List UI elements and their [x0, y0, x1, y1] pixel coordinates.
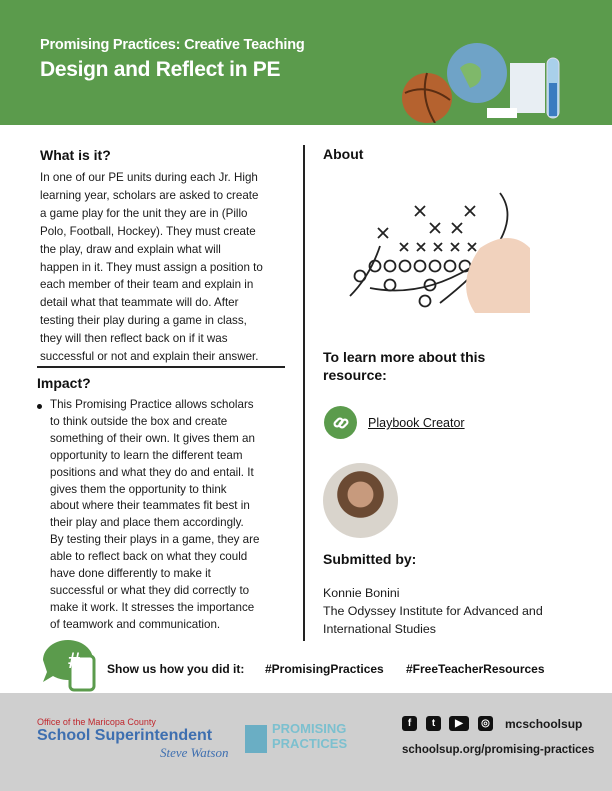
body-line: each member of their team and explain in — [40, 278, 254, 292]
body-line: the play, draw and explain what will — [40, 242, 221, 256]
body-line: detail what that teammate will do. After — [40, 296, 239, 310]
body-line: have done differently to make it — [50, 567, 211, 581]
submitted-heading: Submitted by: — [323, 551, 417, 567]
instagram-icon[interactable]: ◎ — [478, 716, 493, 731]
link-icon[interactable] — [324, 406, 357, 439]
body-line: opportunity to learn the different team — [50, 448, 243, 462]
body-line: about where their teammates fit best in — [50, 499, 250, 513]
body-line: something of their own. It gives them an — [50, 431, 255, 445]
youtube-icon[interactable]: ▶ — [449, 716, 469, 731]
submitter-org: The Odyssey Institute for Advanced and — [323, 603, 543, 618]
what-heading: What is it? — [40, 147, 111, 163]
body-line: successful or what they did correctly to — [50, 583, 250, 597]
submitter-name: Konnie Bonini — [323, 586, 400, 600]
impact-body — [50, 397, 259, 634]
hashtag[interactable]: #PromisingPractices — [265, 662, 384, 676]
column-divider — [303, 145, 305, 641]
body-line: This Promising Practice allows scholars — [50, 398, 254, 411]
education-illustration — [395, 38, 585, 123]
playbook-diagram-image — [330, 188, 530, 313]
facebook-icon[interactable]: f — [402, 716, 417, 731]
submitter-org: International Studies — [323, 621, 436, 636]
impact-heading: Impact? — [37, 375, 91, 391]
body-line: In one of our PE units during each Jr. High — [40, 171, 258, 184]
body-line: to think outside the box and create — [50, 414, 228, 428]
hashtag[interactable]: #FreeTeacherResources — [406, 662, 545, 676]
body-line: they will then reflect back on if it was — [40, 332, 228, 346]
office-label: Office of the Maricopa County — [37, 717, 156, 727]
about-heading: About — [323, 146, 364, 162]
body-line: happen in it. They must assign a position to — [40, 260, 263, 274]
body-line: able to reflect back on what they could — [50, 550, 248, 564]
page-title: Design and Reflect in PE — [40, 58, 281, 81]
superintendent-name: Steve Watson — [160, 745, 229, 760]
body-line: make it work. It stresses the importance — [50, 600, 255, 614]
body-line: By testing their plays in a game, they are — [50, 533, 260, 547]
body-line: testing their play during a game in class, — [40, 314, 247, 328]
social-handle[interactable]: mcschoolsup — [505, 717, 583, 731]
header-banner — [0, 0, 612, 125]
body-line: their play and place them accordingly. — [50, 516, 244, 530]
footer — [0, 693, 612, 791]
body-line: learning year, scholars are asked to create — [40, 188, 259, 202]
body-line: successful or not and explain their answer. — [40, 350, 259, 364]
twitter-icon[interactable]: t — [426, 716, 441, 731]
playbook-creator-link[interactable]: Playbook Creator — [368, 416, 465, 430]
body-line: of teamwork and communication. — [50, 617, 221, 631]
what-body — [40, 169, 263, 366]
promising-practices-logo — [245, 725, 267, 753]
promising-practices-logo-text: PROMISING PRACTICES — [272, 721, 348, 751]
kicker: Promising Practices: Creative Teaching — [40, 37, 305, 53]
submitter-photo — [323, 463, 398, 538]
section-divider — [37, 366, 285, 368]
body-line: a game play for the unit they are in (Pillo — [40, 206, 248, 220]
submitter-info — [323, 585, 543, 639]
svg-text:#: # — [68, 648, 81, 673]
body-line: positions and what they do and entail. It — [50, 465, 254, 479]
share-label: Show us how you did it: — [107, 662, 245, 676]
learn-more-heading: To learn more about this resource: — [323, 349, 486, 383]
superintendent-label: School Superintendent — [37, 727, 213, 744]
body-line: Polo, Football, Hockey). They must create — [40, 224, 256, 238]
website-url[interactable]: schoolsup.org/promising-practices — [402, 744, 595, 756]
hashtag-phone-icon — [40, 638, 102, 692]
body-line: gives them the opportunity to think — [50, 482, 227, 496]
